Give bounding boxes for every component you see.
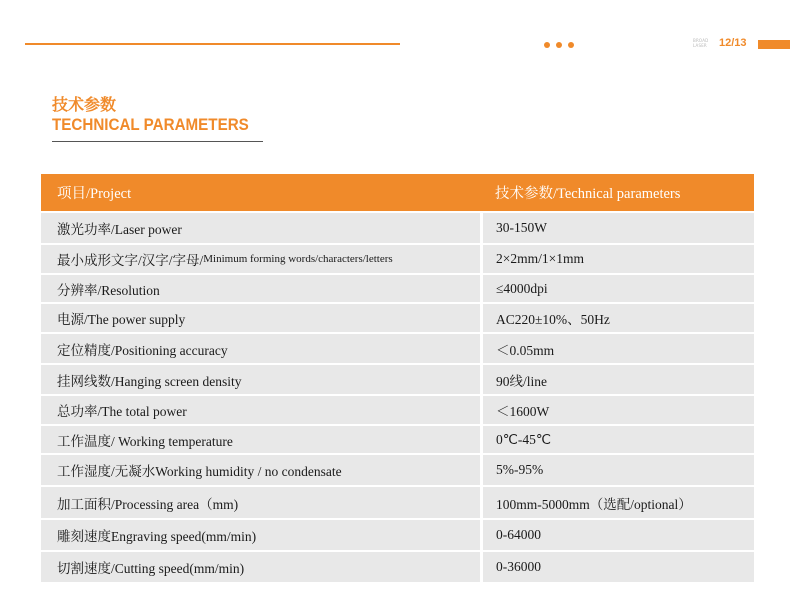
row-value: 30-150W <box>483 213 754 243</box>
dot <box>544 42 550 48</box>
row-item: 定位精度/Positioning accuracy <box>41 334 480 363</box>
page-accent-bar <box>758 40 790 49</box>
row-item: 总功率/The total power <box>41 396 480 424</box>
table-row <box>41 455 754 485</box>
row-item: 挂网线数/Hanging screen density <box>41 365 480 394</box>
row-item: 工作温度/ Working temperature <box>41 426 480 453</box>
row-value: 5%-95% <box>483 455 754 485</box>
row-value: 90线/line <box>483 365 754 394</box>
column-header-parameters: 技术参数/Technical parameters <box>495 186 681 202</box>
row-item-main: 最小成形文字/汉字/字母/ <box>57 253 204 268</box>
section-title-cn: 技术参数 <box>52 95 117 114</box>
table-row <box>41 487 754 518</box>
brand-line: BROAD <box>693 38 709 43</box>
dot <box>568 42 574 48</box>
title-underline <box>52 141 263 142</box>
header-rule <box>25 43 400 45</box>
table-header <box>41 174 754 211</box>
table-row <box>41 275 754 302</box>
row-value: 0℃-45℃ <box>483 426 754 453</box>
parameters-table <box>41 174 754 582</box>
brand-line: LASER <box>693 43 707 48</box>
row-value: ≤4000dpi <box>483 275 754 302</box>
row-value: AC220±10%、50Hz <box>483 304 754 332</box>
table-row <box>41 304 754 332</box>
decorative-dots <box>544 42 574 48</box>
table-row <box>41 426 754 453</box>
row-value: 100mm-5000mm（选配/optional） <box>483 487 754 518</box>
table-row <box>41 213 754 243</box>
row-item: 激光功率/Laser power <box>41 213 480 243</box>
table-row <box>41 552 754 582</box>
table-row <box>41 520 754 550</box>
row-value: ＜0.05mm <box>483 334 754 363</box>
row-item: 电源/The power supply <box>41 304 480 332</box>
row-value: ＜1600W <box>483 396 754 424</box>
row-item: 切割速度/Cutting speed(mm/min) <box>41 552 480 582</box>
section-title-en: TECHNICAL PARAMETERS <box>52 116 249 134</box>
dot <box>556 42 562 48</box>
table-row <box>41 396 754 424</box>
row-value: 0-36000 <box>483 552 754 582</box>
table-row <box>41 245 754 273</box>
table-row <box>41 365 754 394</box>
page-number: 12/13 <box>719 37 747 49</box>
table-row <box>41 334 754 363</box>
row-item: 工作湿度/无凝水Working humidity / no condensate <box>41 455 480 485</box>
row-item: 雕刻速度Engraving speed(mm/min) <box>41 520 480 550</box>
brand-mark <box>693 38 708 48</box>
row-value: 2×2mm/1×1mm <box>483 245 754 273</box>
column-header-project: 项目/Project <box>57 186 132 202</box>
row-item: 分辨率/Resolution <box>41 275 480 302</box>
row-item-small: Minimum forming words/characters/letters <box>203 253 393 265</box>
row-value: 0-64000 <box>483 520 754 550</box>
row-item: 加工面积/Processing area（mm) <box>41 487 480 518</box>
row-item <box>41 245 480 273</box>
